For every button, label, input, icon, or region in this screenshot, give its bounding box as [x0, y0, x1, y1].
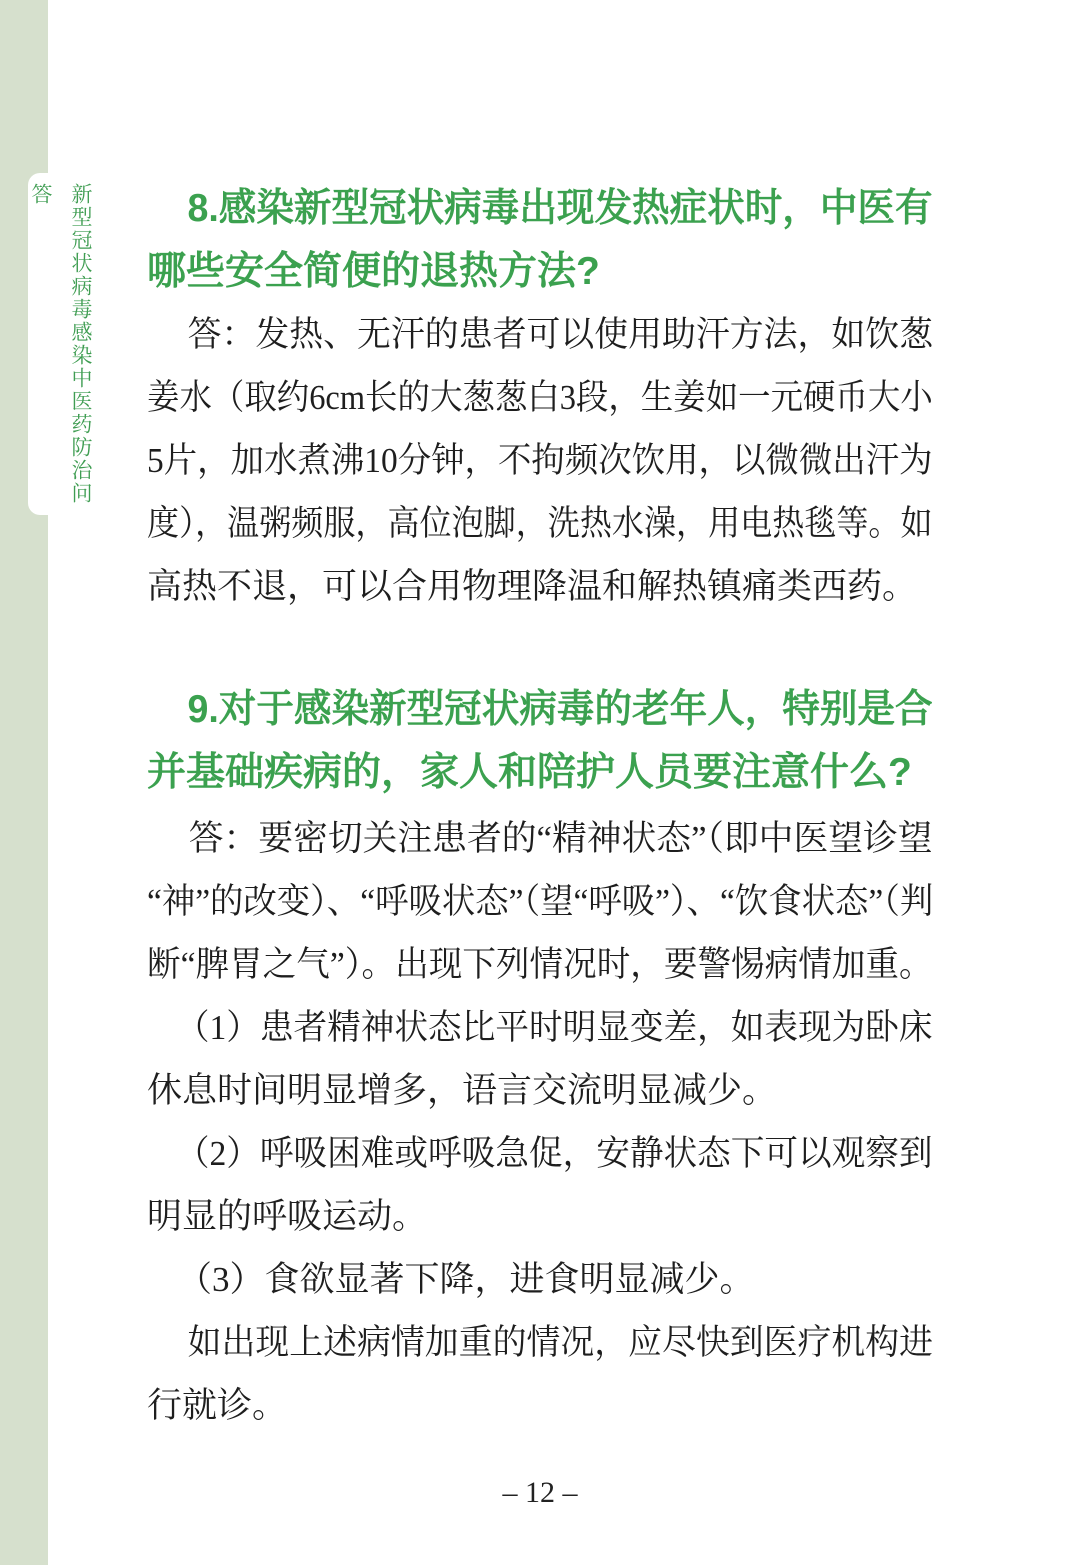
answer-line: 答：发热、无汗的患者可以使用助汗方法，如饮葱 [187, 315, 934, 354]
answer-point-2-line: （2）呼吸困难或呼吸急促，安静状态下可以观察到 [175, 1134, 933, 1173]
answer-point-2-line: 明显的呼吸运动。 [147, 1197, 428, 1236]
answer-line: 高热不退，可以合用物理降温和解热镇痛类西药。 [147, 567, 918, 606]
question-8-answer [147, 303, 933, 618]
answer-line: 度），温粥频服，高位泡脚，洗热水澡，用电热毯等。如 [147, 504, 933, 543]
question-8-heading-line-1: 8.感染新型冠状病毒出现发热症状时，中医有 [187, 187, 933, 230]
answer-point-1-line: 休息时间明显增多，语言交流明显减少。 [147, 1071, 778, 1110]
page-number: – 12 – [502, 1476, 578, 1509]
sidebar-tab [28, 173, 92, 515]
question-9-heading [147, 678, 933, 804]
question-8-heading-line-2: 哪些安全简便的退热方法? [147, 250, 600, 293]
answer-line: 5片，加水煮沸10分钟，不拘频次饮用，以微微出汗为 [147, 441, 933, 480]
sidebar-vertical-title: 新型冠状病毒感染中医药防治问答 [29, 183, 92, 505]
answer-point-3-line: （3）食欲显著下降，进食明显减少。 [177, 1260, 755, 1299]
question-8-heading [147, 177, 933, 303]
question-9-heading-line-1: 9.对于感染新型冠状病毒的老年人，特别是合 [187, 688, 933, 731]
answer-closing-line: 如出现上述病情加重的情况，应尽快到医疗机构进 [187, 1323, 934, 1362]
answer-closing-line: 行就诊。 [147, 1386, 288, 1425]
answer-line: “神”的改变）、“呼吸状态”（望“呼吸”）、“饮食状态”（判 [147, 882, 934, 921]
answer-line: 姜水（取约6cm长的大葱葱白3段，生姜如一元硬币大小 [147, 378, 933, 417]
answer-line: 答：要密切关注患者的“精神状态”（即中医望诊望 [188, 819, 933, 858]
page-content [147, 0, 933, 1565]
question-9-heading-line-2: 并基础疾病的，家人和陪护人员要注意什么? [147, 751, 912, 794]
question-9-answer [147, 807, 933, 1437]
answer-point-1-line: （1）患者精神状态比平时明显变差，如表现为卧床 [175, 1008, 933, 1047]
answer-line: 断“脾胃之气”）。出现下列情况时，要警惕病情加重。 [147, 945, 933, 984]
